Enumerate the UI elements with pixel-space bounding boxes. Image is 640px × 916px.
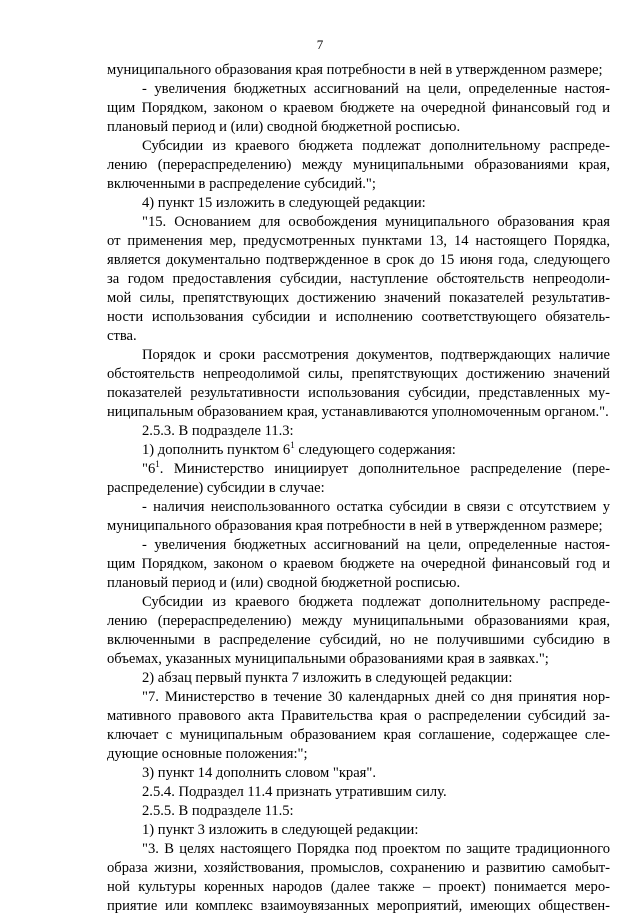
text-line [107,593,610,612]
text-line-content: ства. [107,328,137,344]
text-line-content: ной культуры коренных народов (далее также – проект) понимается меро- [107,879,610,895]
text-line-content: за годом предоставления субсидии, наступление обстоятельств непреодоли- [107,271,610,287]
text-line [107,840,610,859]
text-line-content: обстоятельств непреодолимой силы, препятствующих достижению значений [107,366,610,382]
page-number: 7 [316,37,324,52]
text-line [107,346,610,365]
text-line [107,251,610,270]
text-line-content: от применения мер, предусмотренных пунктами 13, 14 настоящего Порядка, [107,233,610,249]
text-line [107,498,610,517]
text-line [107,232,610,251]
text-line-content: Субсидии из краевого бюджета подлежат дополнительному распреде- [142,138,610,154]
text-line-content: мой силы, препятствующих достижению значений показателей результатив- [107,290,610,306]
text-line-content: 2.5.5. В подразделе 11.5: [142,803,294,819]
text-line [107,859,610,878]
text-line-content: 1) пункт 3 изложить в следующей редакции: [142,822,419,838]
text-line [107,802,610,821]
text-line [107,707,610,726]
text-line-content: образа жизни, хозяйствования, промыслов, сохранению и развитию самобыт- [107,860,610,876]
text-line-content: "3. В целях настоящего Порядка под проектом по защите традиционного [142,841,610,857]
text-line [107,137,610,156]
text-line-content: является документально подтвержденное в срок до 15 июня года, следующего [107,252,610,268]
text-line-content: плановый период и (или) сводной бюджетной росписью. [107,119,461,135]
text-line-content: мативного правового акта Правительства края о распределении субсидий за- [107,708,610,724]
text-line [107,460,610,479]
text-line-content: "6 [142,461,156,477]
text-line-content: объемах, указанных муниципальными образованиями края в заявках."; [107,651,549,667]
text-line-content: ниципальным образованием края, устанавливаются уполномоченным органом.". [107,404,609,420]
text-line-content: "7. Министерство в течение 30 календарных дней со дня принятия нор- [142,689,610,705]
text-line [107,517,610,536]
text-line [107,327,610,346]
text-line [107,175,610,194]
text-line [107,156,610,175]
text-line-content: "15. Основанием для освобождения муниципального образования края [142,214,610,230]
text-line [107,726,610,745]
text-line [107,745,610,764]
text-line-content: муниципального образования края потребности в ней в утвержденном размере; [107,518,603,534]
text-line-content: 2) абзац первый пункта 7 изложить в следующей редакции: [142,670,513,686]
text-line [107,631,610,650]
text-line-content: включенными в распределение субсидий."; [107,176,376,192]
text-line [107,688,610,707]
text-line [107,213,610,232]
text-line [107,479,610,498]
text-line-content: показателей результативности использования субсидии, представленных му- [107,385,610,401]
text-line [107,574,610,593]
text-line [107,270,610,289]
text-line-content: 2.5.3. В подразделе 11.3: [142,423,294,439]
text-line-content: - наличия неиспользованного остатка субсидии в связи с отсутствием у [142,499,610,515]
text-line-tail: следующего содержания: [294,442,456,458]
text-line [107,194,610,213]
superscript: 1 [290,440,295,450]
text-line [107,650,610,669]
text-line-content: лению (перераспределению) между муниципальными образованиями края, [107,613,610,629]
text-line [107,384,610,403]
document-body [107,61,610,916]
text-line [107,897,610,916]
text-line-content: ности использования субсидии и исполнению соответствующего обязатель- [107,309,610,325]
text-line-content: щим Порядком, законом о краевом бюджете на очередной финансовый год и [107,556,610,572]
text-line-content: - увеличения бюджетных ассигнований на цели, определенные настоя- [142,81,610,97]
text-line-content: 3) пункт 14 дополнить словом "края". [142,765,376,781]
text-line [107,422,610,441]
text-line-content: ключает с муниципальным образованием края соглашение, содержащее сле- [107,727,610,743]
text-line [107,118,610,137]
text-line [107,536,610,555]
text-line-content: - увеличения бюджетных ассигнований на цели, определенные настоя- [142,537,610,553]
text-line [107,61,610,80]
text-line-content: включенными в распределение субсидий, но не получившими субсидию в [107,632,610,648]
text-line-content: приятие или комплекс взаимоувязанных мероприятий, имеющих обществен- [107,898,610,914]
text-line-content: лению (перераспределению) между муниципальными образованиями края, [107,157,610,173]
text-line-content: муниципального образования края потребности в ней в утвержденном размере; [107,62,603,78]
text-line [107,669,610,688]
text-line [107,441,610,460]
text-line [107,80,610,99]
text-line [107,821,610,840]
text-line-tail: . Министерство инициирует дополнительное распределение (пере- [159,461,610,477]
text-line-content: щим Порядком, законом о краевом бюджете на очередной финансовый год и [107,100,610,116]
text-line [107,99,610,118]
text-line-content: 1) дополнить пунктом 6 [142,442,291,458]
text-line-content: плановый период и (или) сводной бюджетной росписью. [107,575,461,591]
text-line-content: Субсидии из краевого бюджета подлежат дополнительному распреде- [142,594,610,610]
text-line [107,783,610,802]
text-line [107,289,610,308]
text-line [107,612,610,631]
text-line [107,308,610,327]
text-line-content: 2.5.4. Подраздел 11.4 признать утратившим силу. [142,784,447,800]
text-line-content: Порядок и сроки рассмотрения документов, подтверждающих наличие [142,347,610,363]
text-line [107,764,610,783]
text-line-content: 4) пункт 15 изложить в следующей редакции: [142,195,426,211]
superscript: 1 [155,459,160,469]
text-line [107,403,610,422]
text-line-content: дующие основные положения:"; [107,746,308,762]
text-line [107,878,610,897]
text-line [107,365,610,384]
text-line-content: распределение) субсидии в случае: [107,480,325,496]
text-line [107,555,610,574]
